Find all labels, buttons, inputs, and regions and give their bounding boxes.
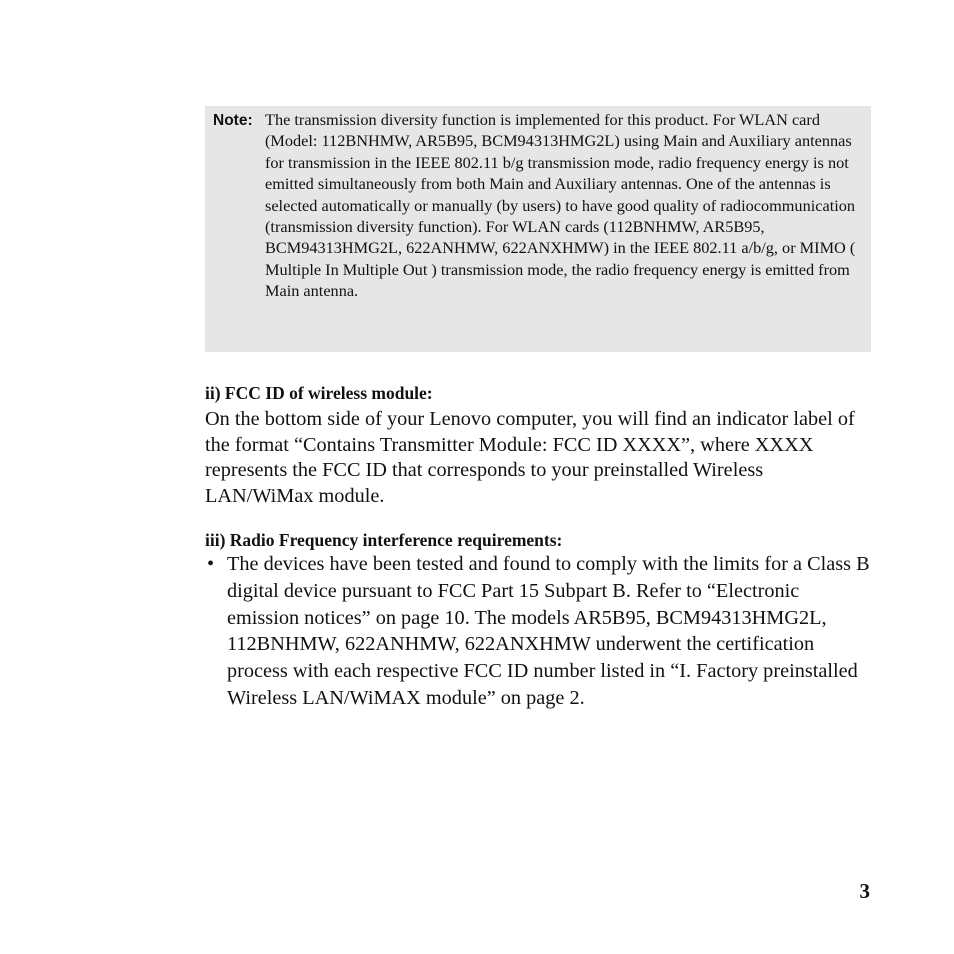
list-item bbox=[205, 551, 875, 712]
note-text: The transmission diversity function is implemented for this product. For WLAN card (Model: 112BNHMW, AR5B95, BCM94313HMG2L) using Main and Auxiliary antennas for transmission in the IEEE 802.11 b/g transmission mode, radio frequency energy is not emitted simultaneously from both Main and Auxiliary antennas. One of the antennas is selected automatically or manually (by users) to have good quality of radiocommunication (transmission diversity function). For WLAN cards (112BNHMW, AR5B95, BCM94313HMG2L, 622ANHMW, 622ANXHMW) in the IEEE 802.11 a/b/g, or MIMO ( Multiple In Multiple Out ) transmission mode, the radio frequency energy is emitted from Main antenna. bbox=[265, 110, 856, 301]
list-item-text: The devices have been tested and found to comply with the limits for a Class B digital device pursuant to FCC Part 15 Subpart B. Refer to “Electronic emission notices” on page 10. The models AR5B95, BCM94313HMG2L, 112BNHMW, 622ANHMW, 622ANXHMW underwent the certification process with each respective FCC ID number listed in “I. Factory preinstalled Wireless LAN/WiMAX module” on page 2. bbox=[227, 553, 870, 709]
rf-requirements-heading: iii) Radio Frequency interference requirements: bbox=[205, 530, 563, 550]
note-label: Note: bbox=[213, 112, 253, 129]
rf-requirements-list bbox=[205, 551, 875, 712]
page-number: 3 bbox=[859, 879, 870, 903]
fcc-id-heading: ii) FCC ID of wireless module: bbox=[205, 383, 433, 403]
note-box bbox=[205, 106, 871, 352]
bullet-icon: • bbox=[207, 553, 215, 575]
fcc-id-paragraph: On the bottom side of your Lenovo computer, you will find an indicator label of the format “Contains Transmitter Module: FCC ID XXXX”, where XXXX represents the FCC ID that corresponds to your preinstalled Wireless LAN/WiMax module. bbox=[205, 408, 855, 507]
